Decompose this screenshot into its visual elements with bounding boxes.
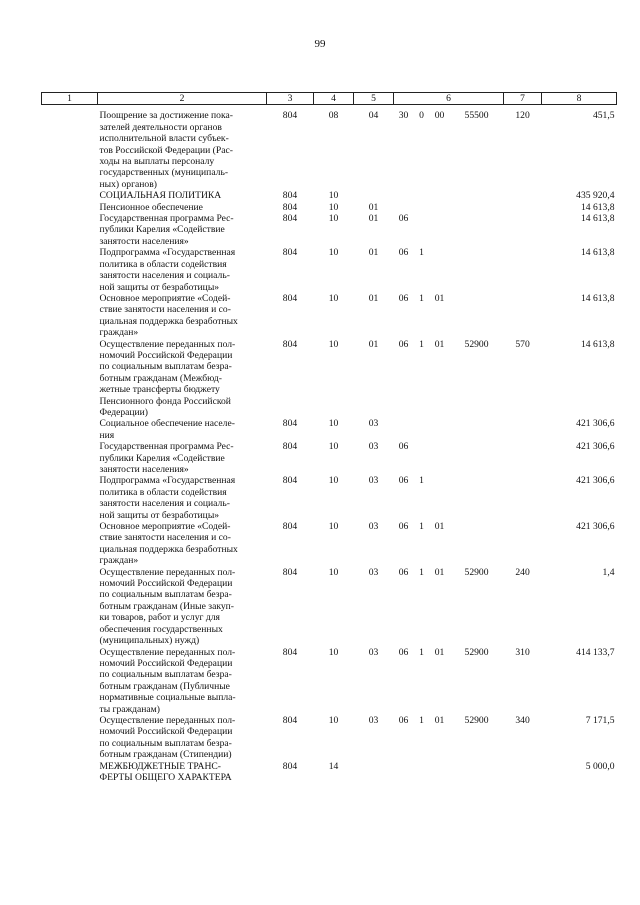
first-column-cell: [42, 202, 98, 213]
page-number: 99: [314, 38, 326, 50]
activity-code: 01: [434, 714, 445, 726]
program-code: 06: [398, 475, 409, 487]
expense-type-code: [504, 247, 542, 293]
item-name: Пенсионное обеспечение: [99, 201, 203, 213]
expense-type-code: [504, 418, 542, 441]
admin-code: 804: [282, 213, 298, 225]
item-name: Подпрограмма «Государственная политика в области содействия занятости населения и социаль- ной защиты от безработицы»: [99, 247, 236, 293]
table-row: [42, 418, 617, 441]
program-code: 06: [398, 646, 409, 658]
direction-code: [450, 190, 504, 201]
item-name: Социальное обеспечение населе- ния: [99, 418, 235, 441]
section-code: 10: [328, 475, 339, 487]
activity-code: 01: [434, 566, 445, 578]
activity-code: [430, 190, 450, 201]
expense-type-code: [504, 202, 542, 213]
section-code: 08: [328, 110, 339, 122]
subsection-code: 01: [368, 338, 379, 350]
subsection-code: [354, 761, 394, 784]
amount: 14 613,8: [580, 201, 615, 213]
amount: 14 613,8: [580, 247, 615, 259]
direction-code: 52900: [464, 714, 489, 726]
amount: 14 613,8: [580, 292, 615, 304]
activity-code: [430, 441, 450, 475]
section-code: 10: [328, 201, 339, 213]
header-col-1: 1: [42, 93, 98, 105]
activity-code: [430, 475, 450, 521]
direction-code: [450, 761, 504, 784]
expense-type-code: 120: [515, 110, 530, 122]
program-code: 06: [398, 213, 409, 225]
first-column-cell: [42, 715, 98, 761]
direction-code: [450, 213, 504, 247]
subprogram-code: [414, 202, 430, 213]
activity-code: [430, 213, 450, 247]
program-code: [394, 761, 414, 784]
section-code: 10: [328, 292, 339, 304]
expense-type-code: 240: [515, 566, 530, 578]
table-row: [42, 110, 617, 190]
first-column-cell: [42, 339, 98, 419]
subsection-code: 03: [368, 475, 379, 487]
header-col-2: 2: [98, 93, 267, 105]
subprogram-code: 1: [419, 646, 424, 658]
amount: 5 000,0: [585, 760, 615, 772]
section-code: 10: [328, 646, 339, 658]
program-code: 06: [398, 566, 409, 578]
table-header-row: [42, 93, 617, 105]
direction-code: [450, 293, 504, 339]
table-row: [42, 475, 617, 521]
program-code: [394, 202, 414, 213]
direction-code: [450, 521, 504, 567]
expense-type-code: [504, 213, 542, 247]
subsection-code: 01: [368, 213, 379, 225]
admin-code: 804: [282, 566, 298, 578]
item-name: Основное мероприятие «Содей- ствие занятости населения и со- циальная поддержка безработных граждан»: [99, 292, 238, 339]
section-code: 10: [328, 418, 339, 430]
expense-type-code: [504, 293, 542, 339]
program-code: 06: [398, 714, 409, 726]
table-row: [42, 521, 617, 567]
admin-code: 804: [282, 714, 298, 726]
amount: 14 613,8: [580, 213, 615, 225]
table-row: [42, 761, 617, 784]
subsection-code: 04: [368, 110, 379, 122]
direction-code: [450, 247, 504, 293]
amount: 435 920,4: [576, 190, 615, 202]
admin-code: 804: [282, 190, 298, 202]
section-code: 10: [328, 714, 339, 726]
first-column-cell: [42, 647, 98, 715]
activity-code: [430, 247, 450, 293]
admin-code: 804: [282, 338, 298, 350]
table-row: [42, 567, 617, 647]
amount: 1,4: [602, 566, 615, 578]
header-col-5: 5: [354, 93, 394, 105]
subprogram-code: [414, 190, 430, 201]
amount: 421 306,6: [576, 441, 615, 453]
direction-code: 52900: [464, 646, 489, 658]
subprogram-code: [414, 441, 430, 475]
first-column-cell: [42, 761, 98, 784]
admin-code: 804: [282, 521, 298, 533]
section-code: 10: [328, 521, 339, 533]
header-col-6: 6: [394, 93, 504, 105]
activity-code: 01: [434, 646, 445, 658]
table-row: [42, 647, 617, 715]
admin-code: 804: [282, 247, 298, 259]
table-row: [42, 247, 617, 293]
item-name: Осуществление переданных пол- номочий Российской Федерации по социальным выплатам безра- ботным гражданам (Иные закуп- ки товаров, работ и услуг для обеспечения государственных (муниципальных) нужд): [99, 566, 236, 647]
activity-code: [430, 202, 450, 213]
program-code: 06: [398, 338, 409, 350]
first-column-cell: [42, 567, 98, 647]
subprogram-code: 1: [419, 714, 424, 726]
subprogram-code: 1: [419, 338, 424, 350]
admin-code: 804: [282, 292, 298, 304]
expense-type-code: 570: [515, 338, 530, 350]
first-column-cell: [42, 213, 98, 247]
activity-code: [430, 418, 450, 441]
section-code: 14: [328, 760, 339, 772]
table-row: [42, 202, 617, 213]
subprogram-code: [414, 761, 430, 784]
header-col-4: 4: [314, 93, 354, 105]
first-column-cell: [42, 110, 98, 190]
program-code: [394, 190, 414, 201]
amount: 451,5: [592, 110, 615, 122]
program-code: 30: [398, 110, 409, 122]
table-row: [42, 339, 617, 419]
table-body: [42, 105, 617, 783]
header-col-8: 8: [542, 93, 617, 105]
activity-code: 01: [434, 292, 445, 304]
table-row: [42, 441, 617, 475]
section-code: 10: [328, 566, 339, 578]
item-name: МЕЖБЮДЖЕТНЫЕ ТРАНС- ФЕРТЫ ОБЩЕГО ХАРАКТЕРА: [99, 760, 232, 783]
program-code: 06: [398, 441, 409, 453]
first-column-cell: [42, 441, 98, 475]
expense-type-code: 310: [515, 646, 530, 658]
item-name: Государственная программа Рес- публики Карелия «Содействие занятости населения»: [99, 441, 234, 475]
amount: 7 171,5: [585, 714, 615, 726]
section-code: 10: [328, 441, 339, 453]
admin-code: 804: [282, 110, 298, 122]
table-row: [42, 213, 617, 247]
item-name: Государственная программа Рес- публики Карелия «Содействие занятости населения»: [99, 213, 234, 247]
section-code: 10: [328, 338, 339, 350]
amount: 421 306,6: [576, 521, 615, 533]
direction-code: [450, 418, 504, 441]
direction-code: 55500: [464, 110, 489, 122]
direction-code: [450, 202, 504, 213]
subprogram-code: 0: [419, 110, 424, 122]
subsection-code: 01: [368, 201, 379, 213]
direction-code: [450, 441, 504, 475]
subsection-code: 03: [368, 521, 379, 533]
subsection-code: 01: [368, 247, 379, 259]
first-column-cell: [42, 521, 98, 567]
admin-code: 804: [282, 646, 298, 658]
amount: 14 613,8: [580, 338, 615, 350]
activity-code: 01: [434, 338, 445, 350]
activity-code: [430, 761, 450, 784]
section-code: 10: [328, 213, 339, 225]
program-code: 06: [398, 292, 409, 304]
expense-type-code: [504, 475, 542, 521]
subprogram-code: 1: [419, 566, 424, 578]
admin-code: 804: [282, 441, 298, 453]
item-name: Подпрограмма «Государственная политика в области содействия занятости населения и социаль- ной защиты от безработицы»: [99, 475, 236, 521]
subsection-code: 03: [368, 441, 379, 453]
item-name: Осуществление переданных пол- номочий Российской Федерации по социальным выплатам безра- ботным гражданам (Межбюд- жетные трансферты бюджету Пенсионного фонда Российской Федерации): [99, 338, 236, 418]
subsection-code: 03: [368, 646, 379, 658]
item-name: Осуществление переданных пол- номочий Российской Федерации по социальным выплатам безра- ботным гражданам (Публичные нормативные социальные выпла- ты гражданам): [99, 646, 236, 715]
subsection-code: 03: [368, 566, 379, 578]
expense-type-code: 340: [515, 714, 530, 726]
direction-code: 52900: [464, 566, 489, 578]
subsection-code: 01: [368, 292, 379, 304]
expense-type-code: [504, 441, 542, 475]
expense-type-code: [504, 521, 542, 567]
admin-code: 804: [282, 475, 298, 487]
activity-code: 00: [434, 110, 445, 122]
subprogram-code: 1: [419, 247, 424, 259]
table-row: [42, 190, 617, 201]
program-code: 06: [398, 247, 409, 259]
subprogram-code: 1: [419, 475, 424, 487]
first-column-cell: [42, 293, 98, 339]
subsection-code: 03: [368, 418, 379, 430]
program-code: [394, 418, 414, 441]
header-col-7: 7: [504, 93, 542, 105]
amount: 414 133,7: [576, 646, 615, 658]
expense-type-code: [504, 190, 542, 201]
subprogram-code: [414, 418, 430, 441]
direction-code: [450, 475, 504, 521]
table-row: [42, 715, 617, 761]
subsection-code: [354, 190, 394, 201]
admin-code: 804: [282, 201, 298, 213]
activity-code: 01: [434, 521, 445, 533]
section-code: 10: [328, 247, 339, 259]
subprogram-code: [414, 213, 430, 247]
subsection-code: 03: [368, 714, 379, 726]
header-col-3: 3: [267, 93, 314, 105]
item-name: Основное мероприятие «Содей- ствие занятости населения и со- циальная поддержка безработных граждан»: [99, 521, 238, 567]
direction-code: 52900: [464, 338, 489, 350]
program-code: 06: [398, 521, 409, 533]
section-code: 10: [328, 190, 339, 202]
admin-code: 804: [282, 418, 298, 430]
subprogram-code: 1: [419, 521, 424, 533]
first-column-cell: [42, 418, 98, 441]
amount: 421 306,6: [576, 418, 615, 430]
expense-type-code: [504, 761, 542, 784]
first-column-cell: [42, 247, 98, 293]
first-column-cell: [42, 190, 98, 201]
item-name: Осуществление переданных пол- номочий Российской Федерации по социальным выплатам безра- ботным гражданам (Стипендии): [99, 714, 236, 761]
item-name: СОЦИАЛЬНАЯ ПОЛИТИКА: [99, 190, 222, 202]
admin-code: 804: [282, 760, 298, 772]
first-column-cell: [42, 475, 98, 521]
item-name: Поощрение за достижение пока- зателей деятельности органов исполнительной власти субъек- тов Российской Федерации (Рас- ходы на выплаты персоналу государственных (муниципаль- ных) органов): [99, 110, 233, 190]
subprogram-code: 1: [419, 292, 424, 304]
table-row: [42, 293, 617, 339]
amount: 421 306,6: [576, 475, 615, 487]
budget-table: [41, 92, 617, 783]
